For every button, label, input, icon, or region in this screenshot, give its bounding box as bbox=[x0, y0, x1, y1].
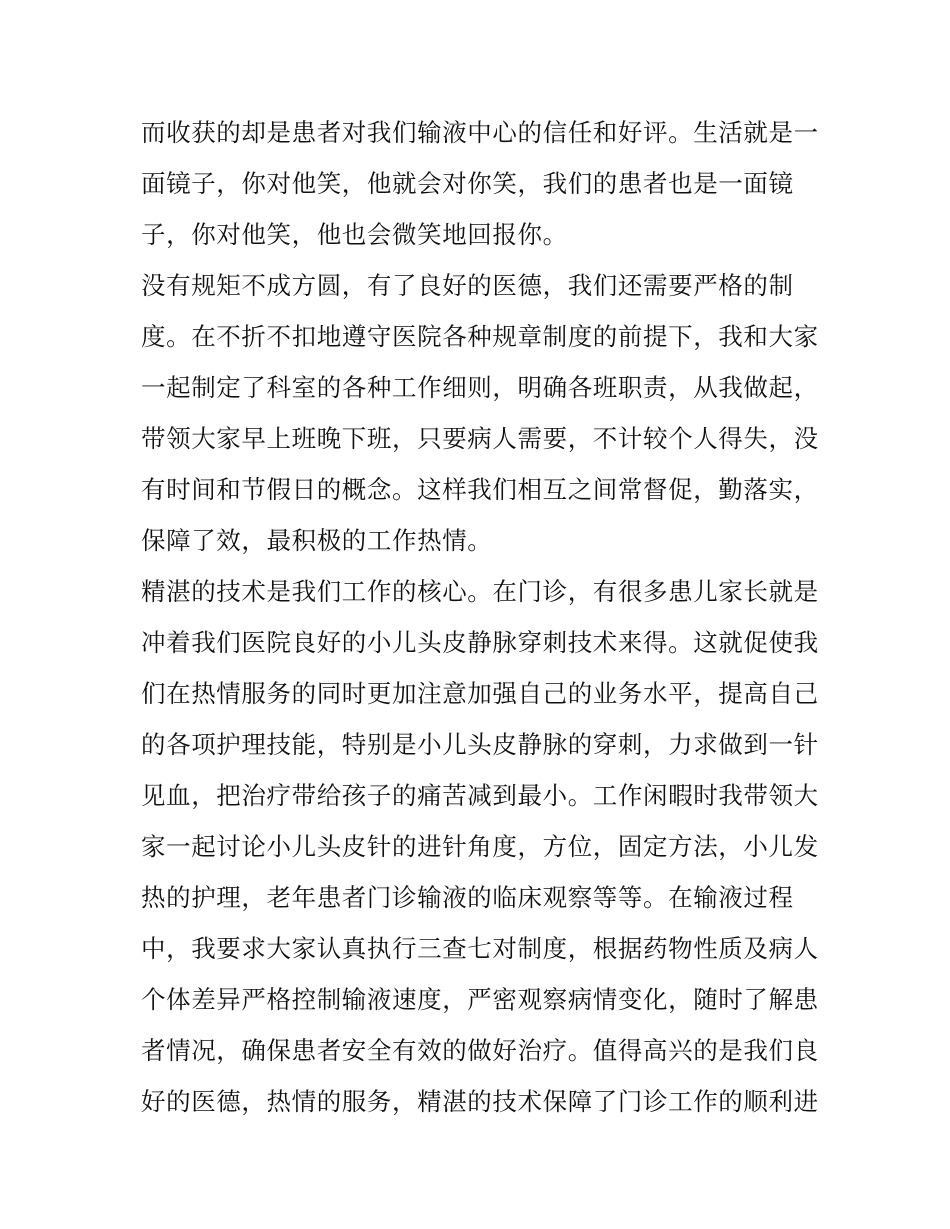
text-line: 中，我要求大家认真执行三查七对制度，根据药物性质及病人 bbox=[141, 934, 819, 963]
text-line: 而收获的却是患者对我们输液中心的信任和好评。生活就是一 bbox=[141, 118, 819, 147]
text-line: 家一起讨论小儿头皮针的进针角度，方位，固定方法，小儿发 bbox=[141, 832, 819, 861]
text-line: 面镜子，你对他笑，他就会对你笑，我们的患者也是一面镜 bbox=[141, 169, 794, 198]
text-line: 精湛的技术是我们工作的核心。在门诊，有很多患儿家长就是 bbox=[141, 577, 819, 606]
text-line: 们在热情服务的同时更加注意加强自己的业务水平，提高自己 bbox=[141, 679, 819, 708]
text-line: 好的医德，热情的服务，精湛的技术保障了门诊工作的顺利进 bbox=[141, 1087, 819, 1116]
text-line: 没有规矩不成方圆，有了良好的医德，我们还需要严格的制 bbox=[141, 271, 794, 300]
text-line: 热的护理，老年患者门诊输液的临床观察等等。在输液过程 bbox=[141, 883, 794, 912]
text-line: 见血，把治疗带给孩子的痛苦减到最小。工作闲暇时我带领大 bbox=[141, 781, 819, 810]
text-line: 带领大家早上班晚下班，只要病人需要，不计较个人得失，没 bbox=[141, 424, 819, 453]
text-line: 个体差异严格控制输液速度，严密观察病情变化，随时了解患 bbox=[141, 985, 819, 1014]
text-line: 保障了效，最积极的工作热情。 bbox=[141, 526, 493, 555]
text-line: 度。在不折不扣地遵守医院各种规章制度的前提下，我和大家 bbox=[141, 322, 819, 351]
text-line: 子，你对他笑，他也会微笑地回报你。 bbox=[141, 220, 568, 249]
body-text bbox=[141, 107, 821, 1127]
text-line: 者情况，确保患者安全有效的做好治疗。值得高兴的是我们良 bbox=[141, 1036, 819, 1065]
text-line: 的各项护理技能，特别是小儿头皮静脉的穿刺，力求做到一针 bbox=[141, 730, 819, 759]
text-line: 一起制定了科室的各种工作细则，明确各班职责，从我做起， bbox=[141, 373, 819, 402]
text-line: 冲着我们医院良好的小儿头皮静脉穿刺技术来得。这就促使我 bbox=[141, 628, 819, 657]
text-line: 有时间和节假日的概念。这样我们相互之间常督促，勤落实， bbox=[141, 475, 819, 504]
